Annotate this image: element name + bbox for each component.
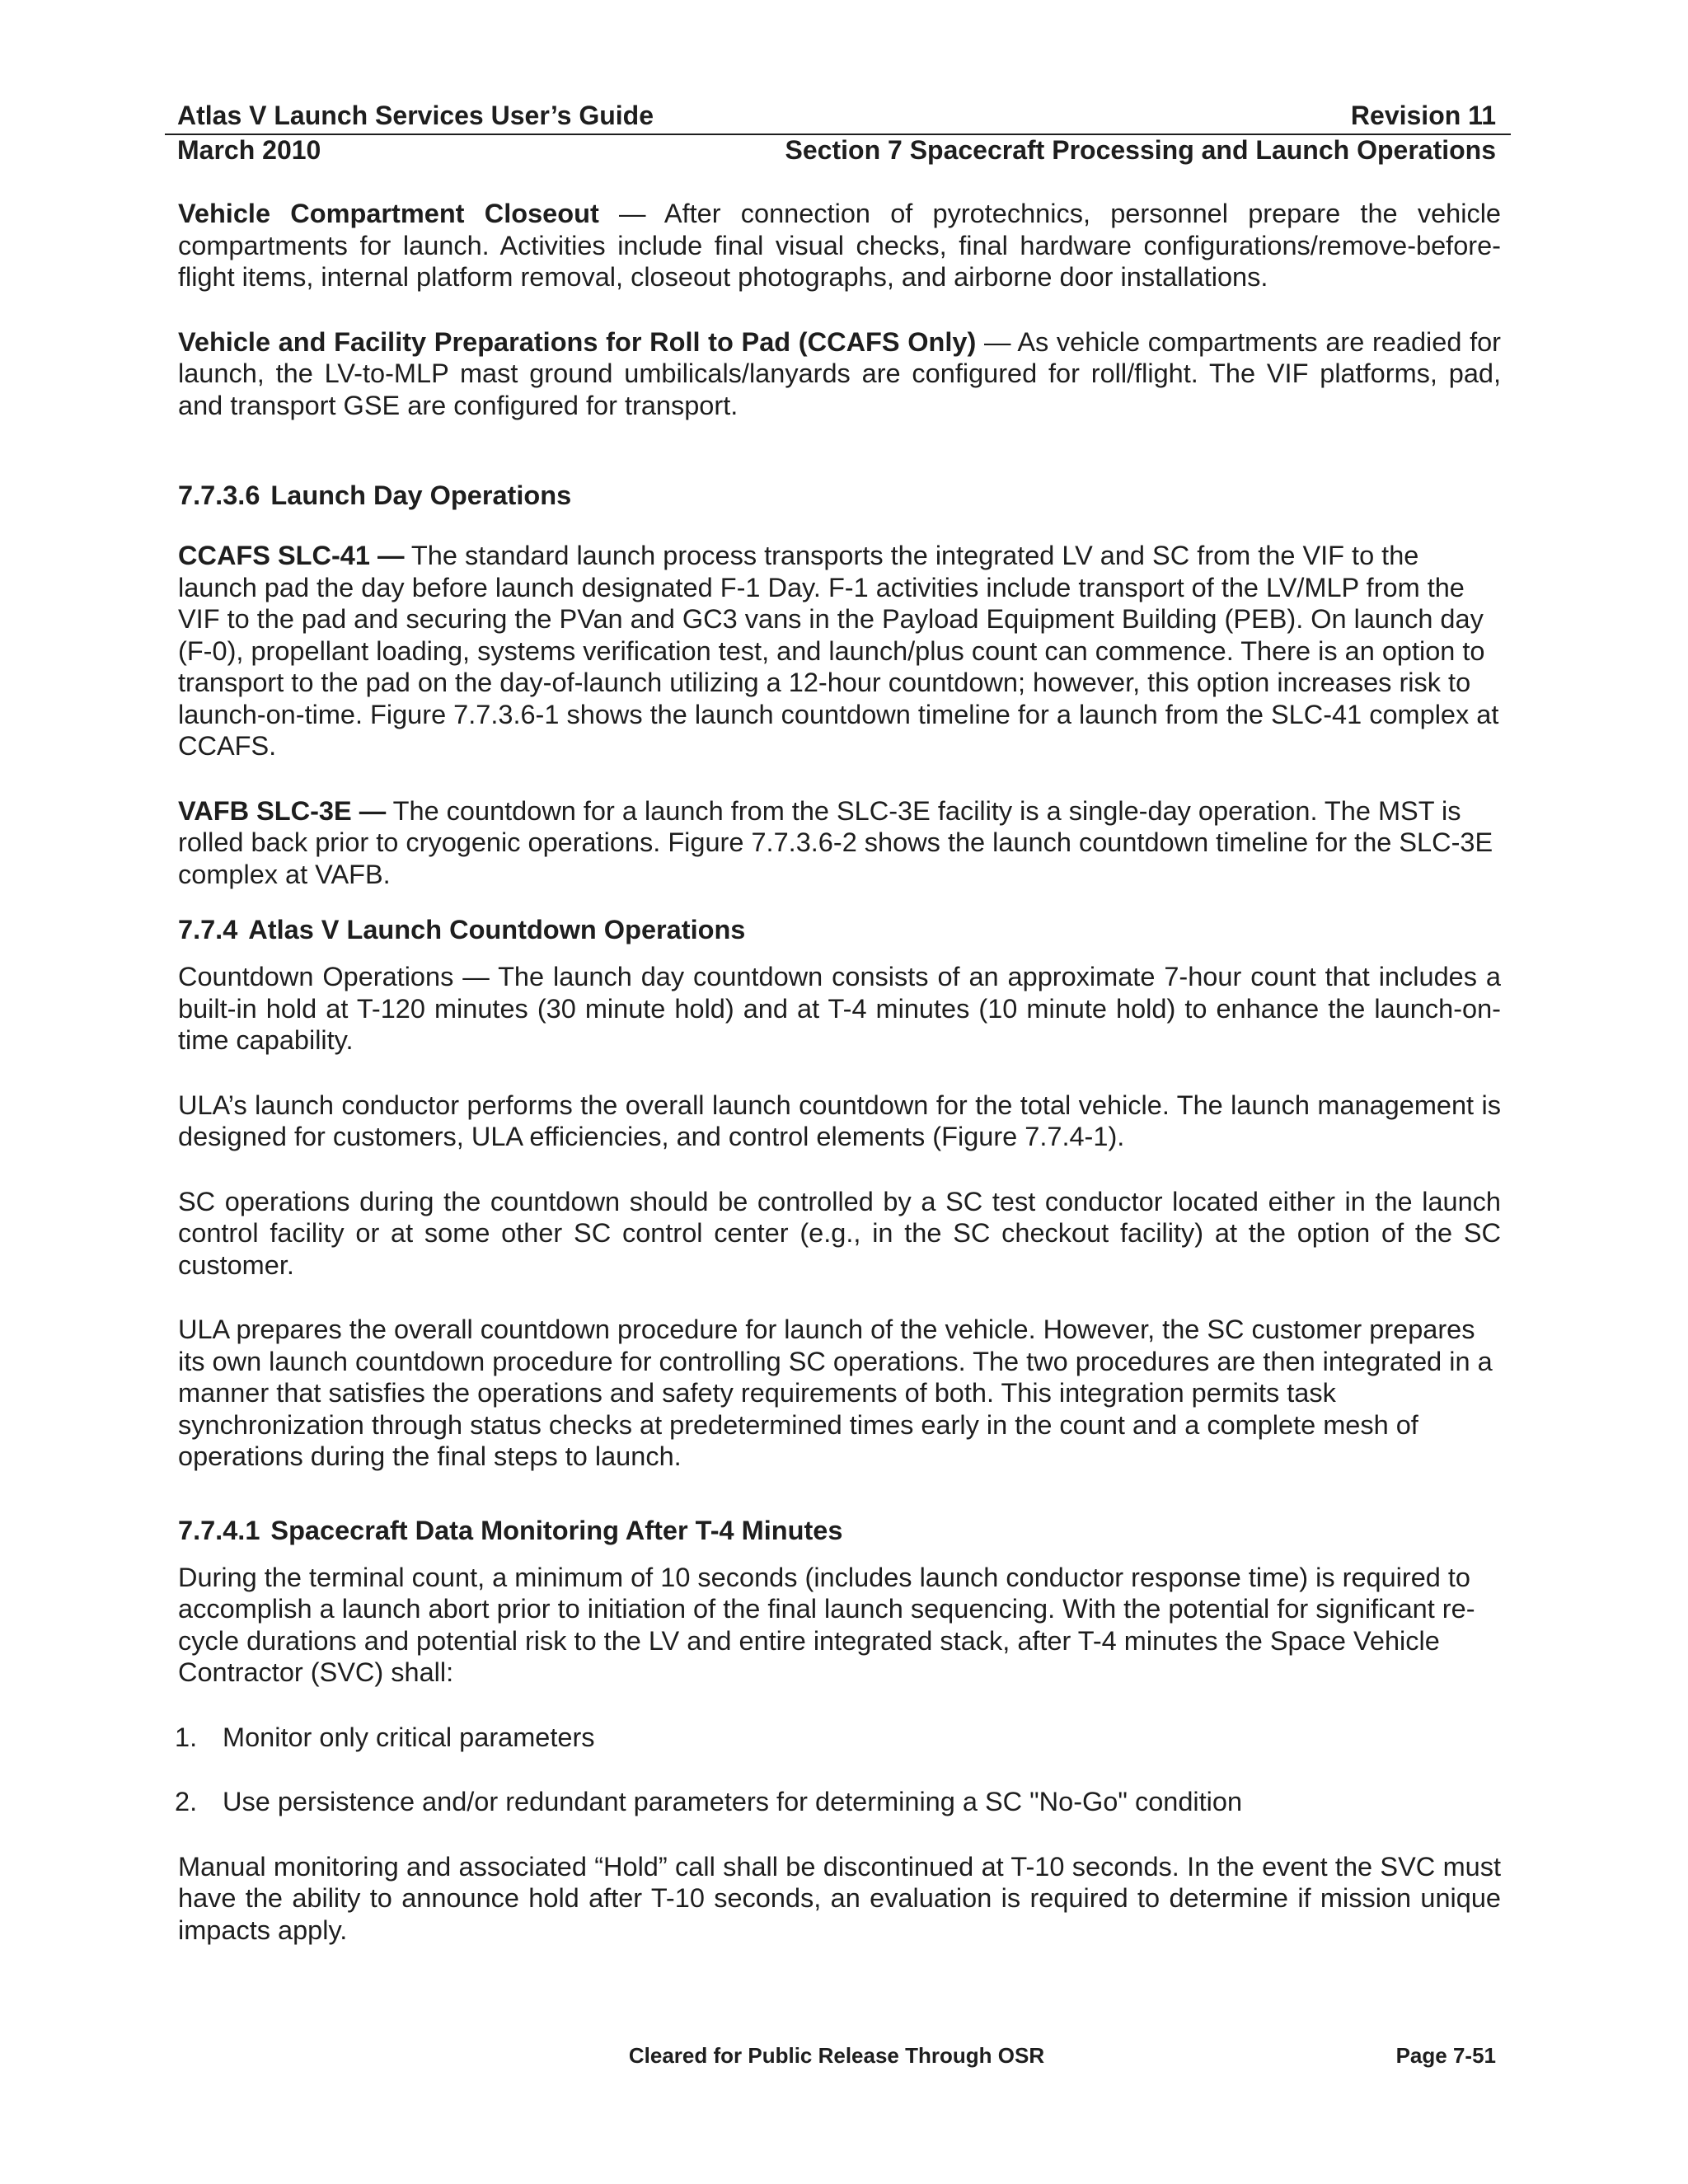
paragraph-ccafs: [178, 540, 1501, 762]
list-item-number: 1.: [175, 1722, 198, 1752]
document-title: Atlas V Launch Services User’s Guide: [177, 101, 654, 130]
heading-number: 7.7.4: [178, 915, 238, 944]
paragraph-manual-monitoring: Manual monitoring and associated “Hold” call shall be discontinued at T-10 seconds. In the event the SVC must have the ability to announce hold after T-10 seconds, an evaluation is required to determine if mission unique impacts apply.: [178, 1851, 1501, 1945]
list-item: [175, 1722, 1501, 1754]
document-date: March 2010: [177, 135, 321, 165]
paragraph-vehicle-closeout: [178, 198, 1501, 293]
section-title: Section 7 Spacecraft Processing and Launch Operations: [785, 135, 1496, 165]
heading-title: Atlas V Launch Countdown Operations: [248, 915, 746, 944]
list-item: [175, 1786, 1501, 1818]
paragraph-lead: CCAFS SLC-41 —: [178, 541, 405, 570]
paragraph-lead: Vehicle Compartment Closeout: [178, 199, 599, 228]
paragraph-lead: Vehicle and Facility Preparations for Roll to Pad (CCAFS Only): [178, 326, 977, 357]
paragraph-countdown-operations: Countdown Operations — The launch day countdown consists of an approximate 7-hour count that includes a built-in hold at T-120 minutes (30 minute hold) and at T-4 minutes (10 minute hold) to enhance the launch-on-time capability.: [178, 962, 1501, 1055]
paragraph-roll-to-pad: [178, 326, 1501, 422]
list-item-text: Use persistence and/or redundant parameters for determining a SC "No-Go" condition: [223, 1787, 1243, 1816]
list-item-number: 2.: [175, 1787, 198, 1816]
paragraph-terminal-count: During the terminal count, a minimum of 10 seconds (includes launch conductor response time) is required to accomplish a launch abort prior to initiation of the final launch sequencing. With the potential for significant re-cycle durations and potential risk to the LV and entire integrated stack, after T-4 minutes the Space Vehicle Contractor (SVC) shall:: [178, 1562, 1475, 1687]
heading-number: 7.7.3.6: [178, 480, 260, 510]
heading-title: Spacecraft Data Monitoring After T-4 Minutes: [270, 1515, 843, 1545]
paragraph-text: — As vehicle compartments are readied for launch, the LV-to-MLP mast ground umbilicals/lanyards are configured for roll/flight. The VIF platforms, pad, and transport GSE are configured for transport.: [178, 326, 1501, 420]
paragraph-lead: VAFB SLC-3E —: [178, 795, 387, 826]
page-number: Page 7-51: [1395, 2043, 1496, 2068]
paragraph-ula-prepares: ULA prepares the overall countdown procedure for launch of the vehicle. However, the SC customer prepares its own launch countdown procedure for controlling SC operations. The two procedures are then integrated in a manner that satisfies the operations and safety requirements of both. This integration permits task synchronization through status checks at predetermined times early in the count and a complete mesh of operations during the final steps to launch.: [178, 1315, 1493, 1471]
paragraph-ula-conductor: ULA’s launch conductor performs the overall launch countdown for the total vehicle. The launch management is designed for customers, ULA efficiencies, and control elements (Figure 7.7.4-1).: [178, 1090, 1501, 1151]
paragraph-text: The countdown for a launch from the SLC-3E facility is a single-day operation. The MST is rolled back prior to cryogenic operations. Figure 7.7.3.6-2 shows the launch countdown timeline for the SLC-3E complex at VAFB.: [178, 795, 1493, 889]
heading-number: 7.7.4.1: [178, 1515, 260, 1545]
heading-7-7-3-6: [178, 479, 1501, 512]
paragraph-text: The standard launch process transports the integrated LV and SC from the VIF to the launch pad the day before launch designated F-1 Day. F-1 activities include transport of the LV/MLP from the VIF to the pad and securing the PVan and GC3 vans in the Payload Equipment Building (PEB). On launch day (F-0), propellant loading, systems verification test, and launch/plus count can commence. There is an option to transport to the pad on the day-of-launch utilizing a 12-hour countdown; however, this option increases risk to launch-on-time. Figure 7.7.3.6-1 shows the launch countdown timeline for a launch from the SLC-41 complex at CCAFS.: [178, 541, 1499, 761]
list-item-text: Monitor only critical parameters: [223, 1722, 595, 1752]
release-notice: Cleared for Public Release Through OSR: [628, 2043, 1045, 2068]
heading-7-7-4: [178, 913, 1501, 946]
numbered-list: [175, 1722, 1501, 1818]
heading-7-7-4-1: [178, 1514, 1501, 1547]
paragraph-sc-operations: SC operations during the countdown should be controlled by a SC test conductor located either in the launch control facility or at some other SC control center (e.g., in the SC checkout facility) at the option of the SC customer.: [178, 1186, 1501, 1280]
paragraph-text: — After connection of pyrotechnics, personnel prepare the vehicle compartments for launch. Activities include final visual checks, final hardware configurations/remove-before-flight items, internal platform removal, closeout photographs, and airborne door installations.: [178, 199, 1502, 292]
revision-label: Revision 11: [1350, 101, 1496, 130]
heading-title: Launch Day Operations: [270, 480, 572, 510]
header-row-2: [177, 134, 1496, 166]
header-row-1: [177, 99, 1496, 132]
page-body: [175, 198, 1502, 1979]
paragraph-vafb: [178, 795, 1501, 891]
